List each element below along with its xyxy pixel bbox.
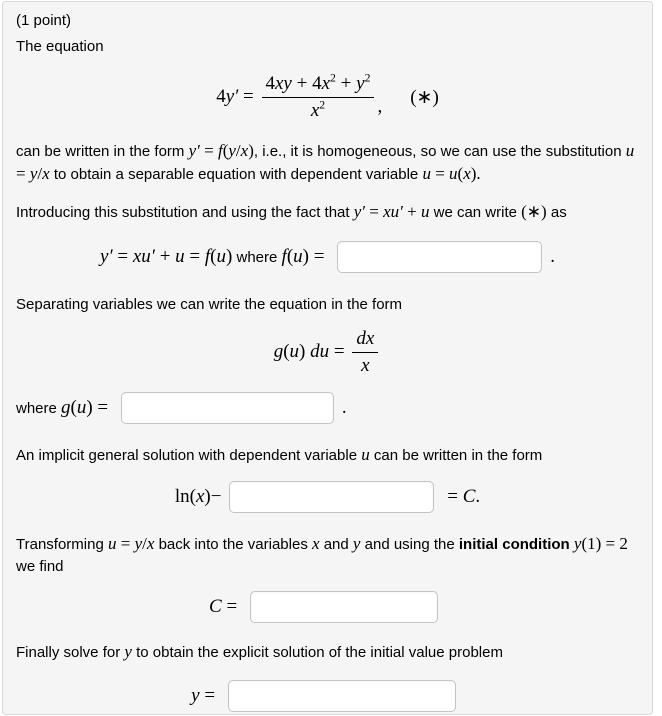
equation-g-du	[16, 326, 639, 378]
g-of-u-answer-input[interactable]	[121, 392, 334, 424]
y-solution-answer-input[interactable]	[228, 680, 456, 712]
fraction-numerator: dx	[356, 328, 375, 350]
equation-f-of-u	[16, 241, 639, 273]
equation-star	[16, 69, 639, 125]
equation-implicit	[16, 481, 639, 513]
paragraph-solve-for-y: Finally solve for y to obtain the explicit solution of the initial value problem	[16, 642, 503, 661]
paragraph-implicit-solution: An implicit general solution with dependent variable u can be written in the form	[16, 445, 543, 464]
equation-y	[16, 680, 639, 712]
equals-c-label: = C.	[442, 486, 481, 507]
equation-comma: ,	[377, 96, 383, 117]
points-label: (1 point)	[16, 12, 72, 29]
line-where-g-label: where g(u) =	[16, 397, 113, 418]
equation-c-label: C =	[209, 596, 242, 617]
problem-intro: The equation	[16, 38, 104, 55]
f-of-u-answer-input[interactable]	[337, 241, 542, 273]
equation-c	[16, 591, 639, 623]
equation-y-label: y =	[191, 685, 220, 706]
c-value-answer-input[interactable]	[250, 591, 438, 623]
paragraph-substitution: Introducing this substitution and using the fact that y′ = xu′ + u we can write (∗) as	[16, 202, 567, 221]
paragraph-separating: Separating variables we can write the equation in the form	[16, 296, 403, 313]
equation-star-lhs: 4y′ =	[216, 86, 259, 107]
fraction-bar	[352, 352, 378, 353]
equation-implicit-lhs: ln(x)−	[174, 486, 222, 507]
fraction	[262, 73, 375, 121]
implicit-answer-input[interactable]	[229, 481, 434, 513]
equation-tag: (∗)	[410, 86, 439, 108]
trailing-period: .	[550, 246, 555, 267]
paragraph-transforming: Transforming u = y/x back into the variables x and y and using the initial condition y(1) = 2 we find	[16, 534, 633, 575]
line-where-g	[16, 392, 639, 424]
fraction-denominator: $x^2$	[310, 98, 326, 121]
fraction-denominator: x	[361, 354, 370, 376]
equation-f-of-u-lhs: y′ = xu′ + u = f(u) where f(u) =	[100, 246, 330, 267]
fraction-numerator: $4xy + 4x^2 + y^2$	[265, 71, 371, 95]
paragraph-homogeneous: can be written in the form y′ = f(y/x), i.e., it is homogeneous, so we can use the substitution u = y/x to obtain a separable equation with dependent variable u = u(x).	[16, 141, 639, 183]
problem-panel	[2, 1, 653, 715]
equation-g-du-lhs: g(u) du =	[273, 341, 350, 362]
fraction	[352, 328, 378, 376]
trailing-period: .	[341, 397, 347, 418]
fraction-bar	[262, 97, 375, 98]
